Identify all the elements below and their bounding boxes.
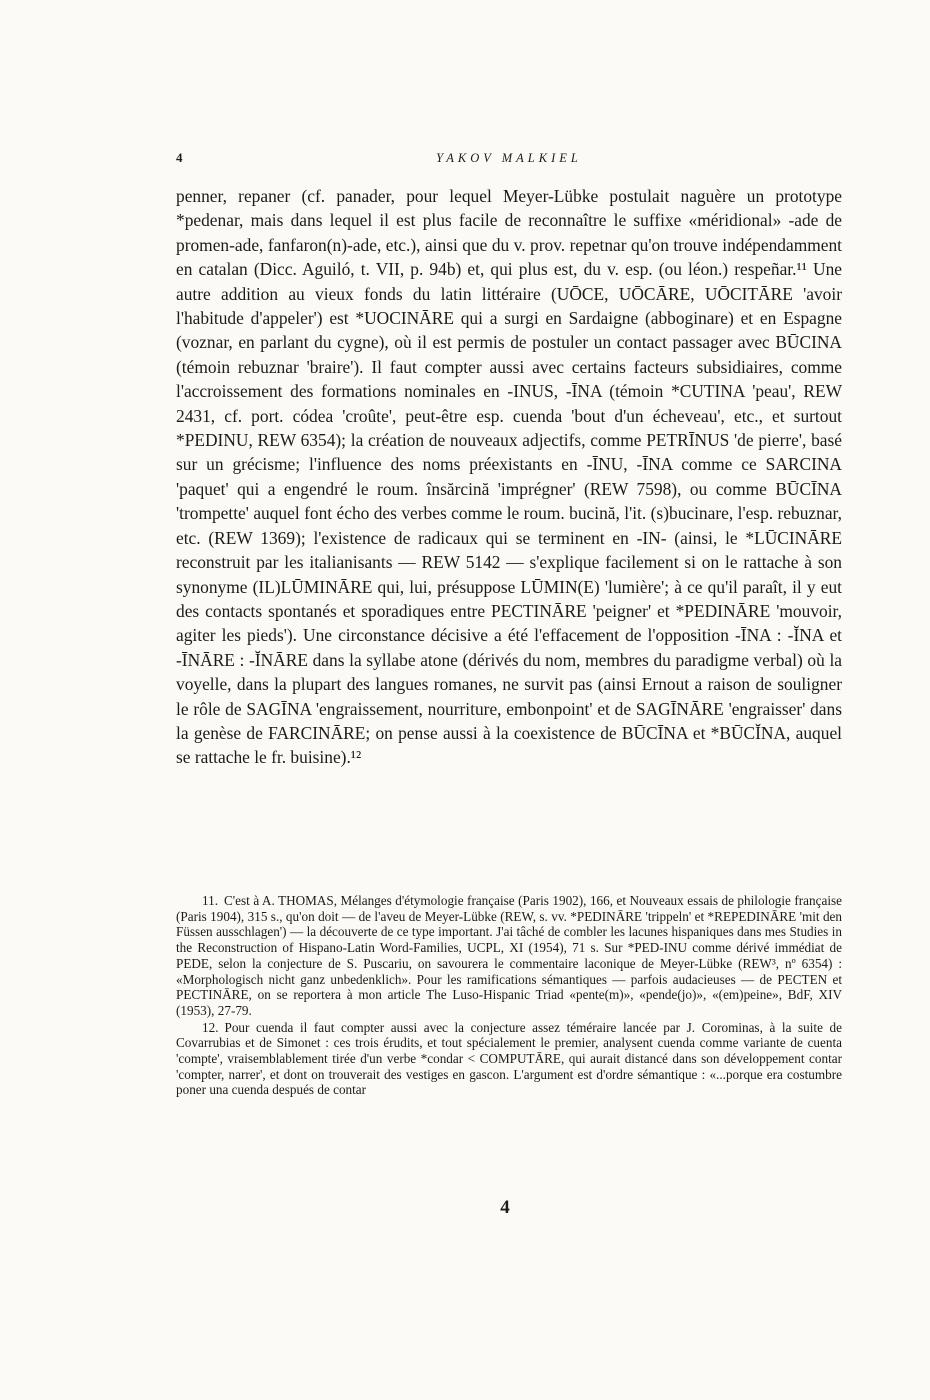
footnotes	[176, 893, 842, 1098]
running-head: YAKOV MALKIEL	[436, 151, 582, 165]
page-header	[176, 150, 842, 170]
body-paragraph: penner, repaner (cf. panader, pour lequel Meyer-Lübke postulait naguère un prototype *pedenar, mais dans lequel il est plus facile de reconnaître le suffixe «méridional» -ade de promen-ade, fanfaron(n)-ade, etc.), ainsi que du v. prov. repetnar qu'on trouve indépendamment en catalan (Dicc. Aguiló, t. VII, p. 94b) et, qui plus est, du v. esp. (ou léon.) respeñar.¹¹ Une autre addition au vieux fonds du latin littéraire (UŌCE, UŌCĀRE, UŌCITĀRE 'avoir l'habitude d'appeler') est *UOCINĀRE qui a surgi en Sardaigne (abboginare) et en Espagne (voznar, en parlant du cygne), où il est permis de postuler un contact passager avec BŪCINA (témoin rebuznar 'braire'). Il faut compter aussi avec certains facteurs subsidiaires, comme l'accroissement des formations nominales en -INUS, -ĪNA (témoin *CUTINA 'peau', REW 2431, cf. port. códea 'croûte', peut-être esp. cuenda 'bout d'un écheveau', etc., et surtout *PEDINU, REW 6354); la création de nouveaux adjectifs, comme PETRĪNUS 'de pierre', basé sur un grécisme; l'influence des noms préexistants en -ĪNU, -ĪNA comme ce SARCINA 'paquet' qui a engendré le roum. însărcină 'imprégner' (REW 7598), ou comme BŪCĪNA 'trompette' auquel font écho des verbes comme le roum. bucină, l'it. (s)bucinare, l'esp. rebuznar, etc. (REW 1369); l'existence de radicaux qui se terminent en -IN- (ainsi, le *LŪCINĀRE reconstruit par les italianisants — REW 5142 — s'explique facilement si on le rattache à son synonyme (IL)LŪMINĀRE qui, lui, présuppose LŪMIN(E) 'lumière'; à ce qu'il paraît, il y eut des contacts spontanés et sporadiques entre PECTINĀRE 'peigner' et *PEDINĀRE 'mouvoir, agiter les pieds'). Une circonstance décisive a été l'effacement de l'opposition -ĪNA : -ĬNA et -ĪNĀRE : -ĬNĀRE dans la syllabe atone (dérivés du nom, membres du paradigme verbal) où la voyelle, dans la plupart des langues romanes, ne survit pas (ainsi Ernout a raison de souligner le rôle de SAGĪNA 'engraissement, nourriture, embonpoint' et de SAGĪNĀRE 'engraisser' dans la genèse de FARCINĀRE; on pense aussi à la coexistence de BŪCĪNA et *BŪCĬNA, auquel se rattache le fr. buisine).¹²	[176, 186, 842, 768]
footnote-text: Pour cuenda il faut compter aussi avec la conjecture assez téméraire lancée par J. Corominas, à la suite de Covarrubias et de Simonet : ces trois érudits, et tout spécialement le premier, analysent cuenda comme variante de cuenta 'compte', vraisemblablement tirée d'un verbe *condar < COMPUTĀRE, qui aurait distancé dans son développement contar 'compter, narrer', et dont on trouverait des vestiges en gascon. L'argument est d'ordre sémantique : «...porque era costumbre poner una cuenda después de contar	[176, 1019, 842, 1098]
footnote-11	[176, 893, 842, 1019]
footer-page-number: 4	[500, 1197, 510, 1218]
body-text	[176, 184, 842, 770]
footnote-text: C'est à A. THOMAS, Mélanges d'étymologie française (Paris 1902), 166, et Nouveaux essais de philologie française (Paris 1904), 315 s., qu'on doit — de l'aveu de Meyer-Lübke (REW, s. vv. *PEDINĀRE 'trippeln' et *REPEDINĀRE 'mit den Füssen ausschlagen') — la découverte de ce type important. J'ai tâché de combler les lacunes hispaniques dans mes Studies in the Reconstruction of Hispano-Latin Word-Families, UCPL, XI (1954), 71 s. Sur *PED-INU comme dérivé immédiat de PEDE, selon la conjecture de S. Puscariu, on savourera le commentaire laconique de Meyer-Lübke (REW³, nº 6354) : «Morphologisch nicht ganz unbedenklich». Pour les ramifications sémantiques — parfois audacieuses — de PECTEN et PECTINĀRE, on se reportera à mon article The Luso-Hispanic Triad «pente(m)», «pende(jo)», «(em)peine», BdF, XIV (1953), 27-79.	[176, 893, 842, 1018]
header-page-number: 4	[176, 150, 183, 165]
footnote-12	[176, 1020, 842, 1099]
footnote-number: 12.	[202, 1019, 219, 1035]
footnote-number: 11.	[202, 893, 218, 908]
